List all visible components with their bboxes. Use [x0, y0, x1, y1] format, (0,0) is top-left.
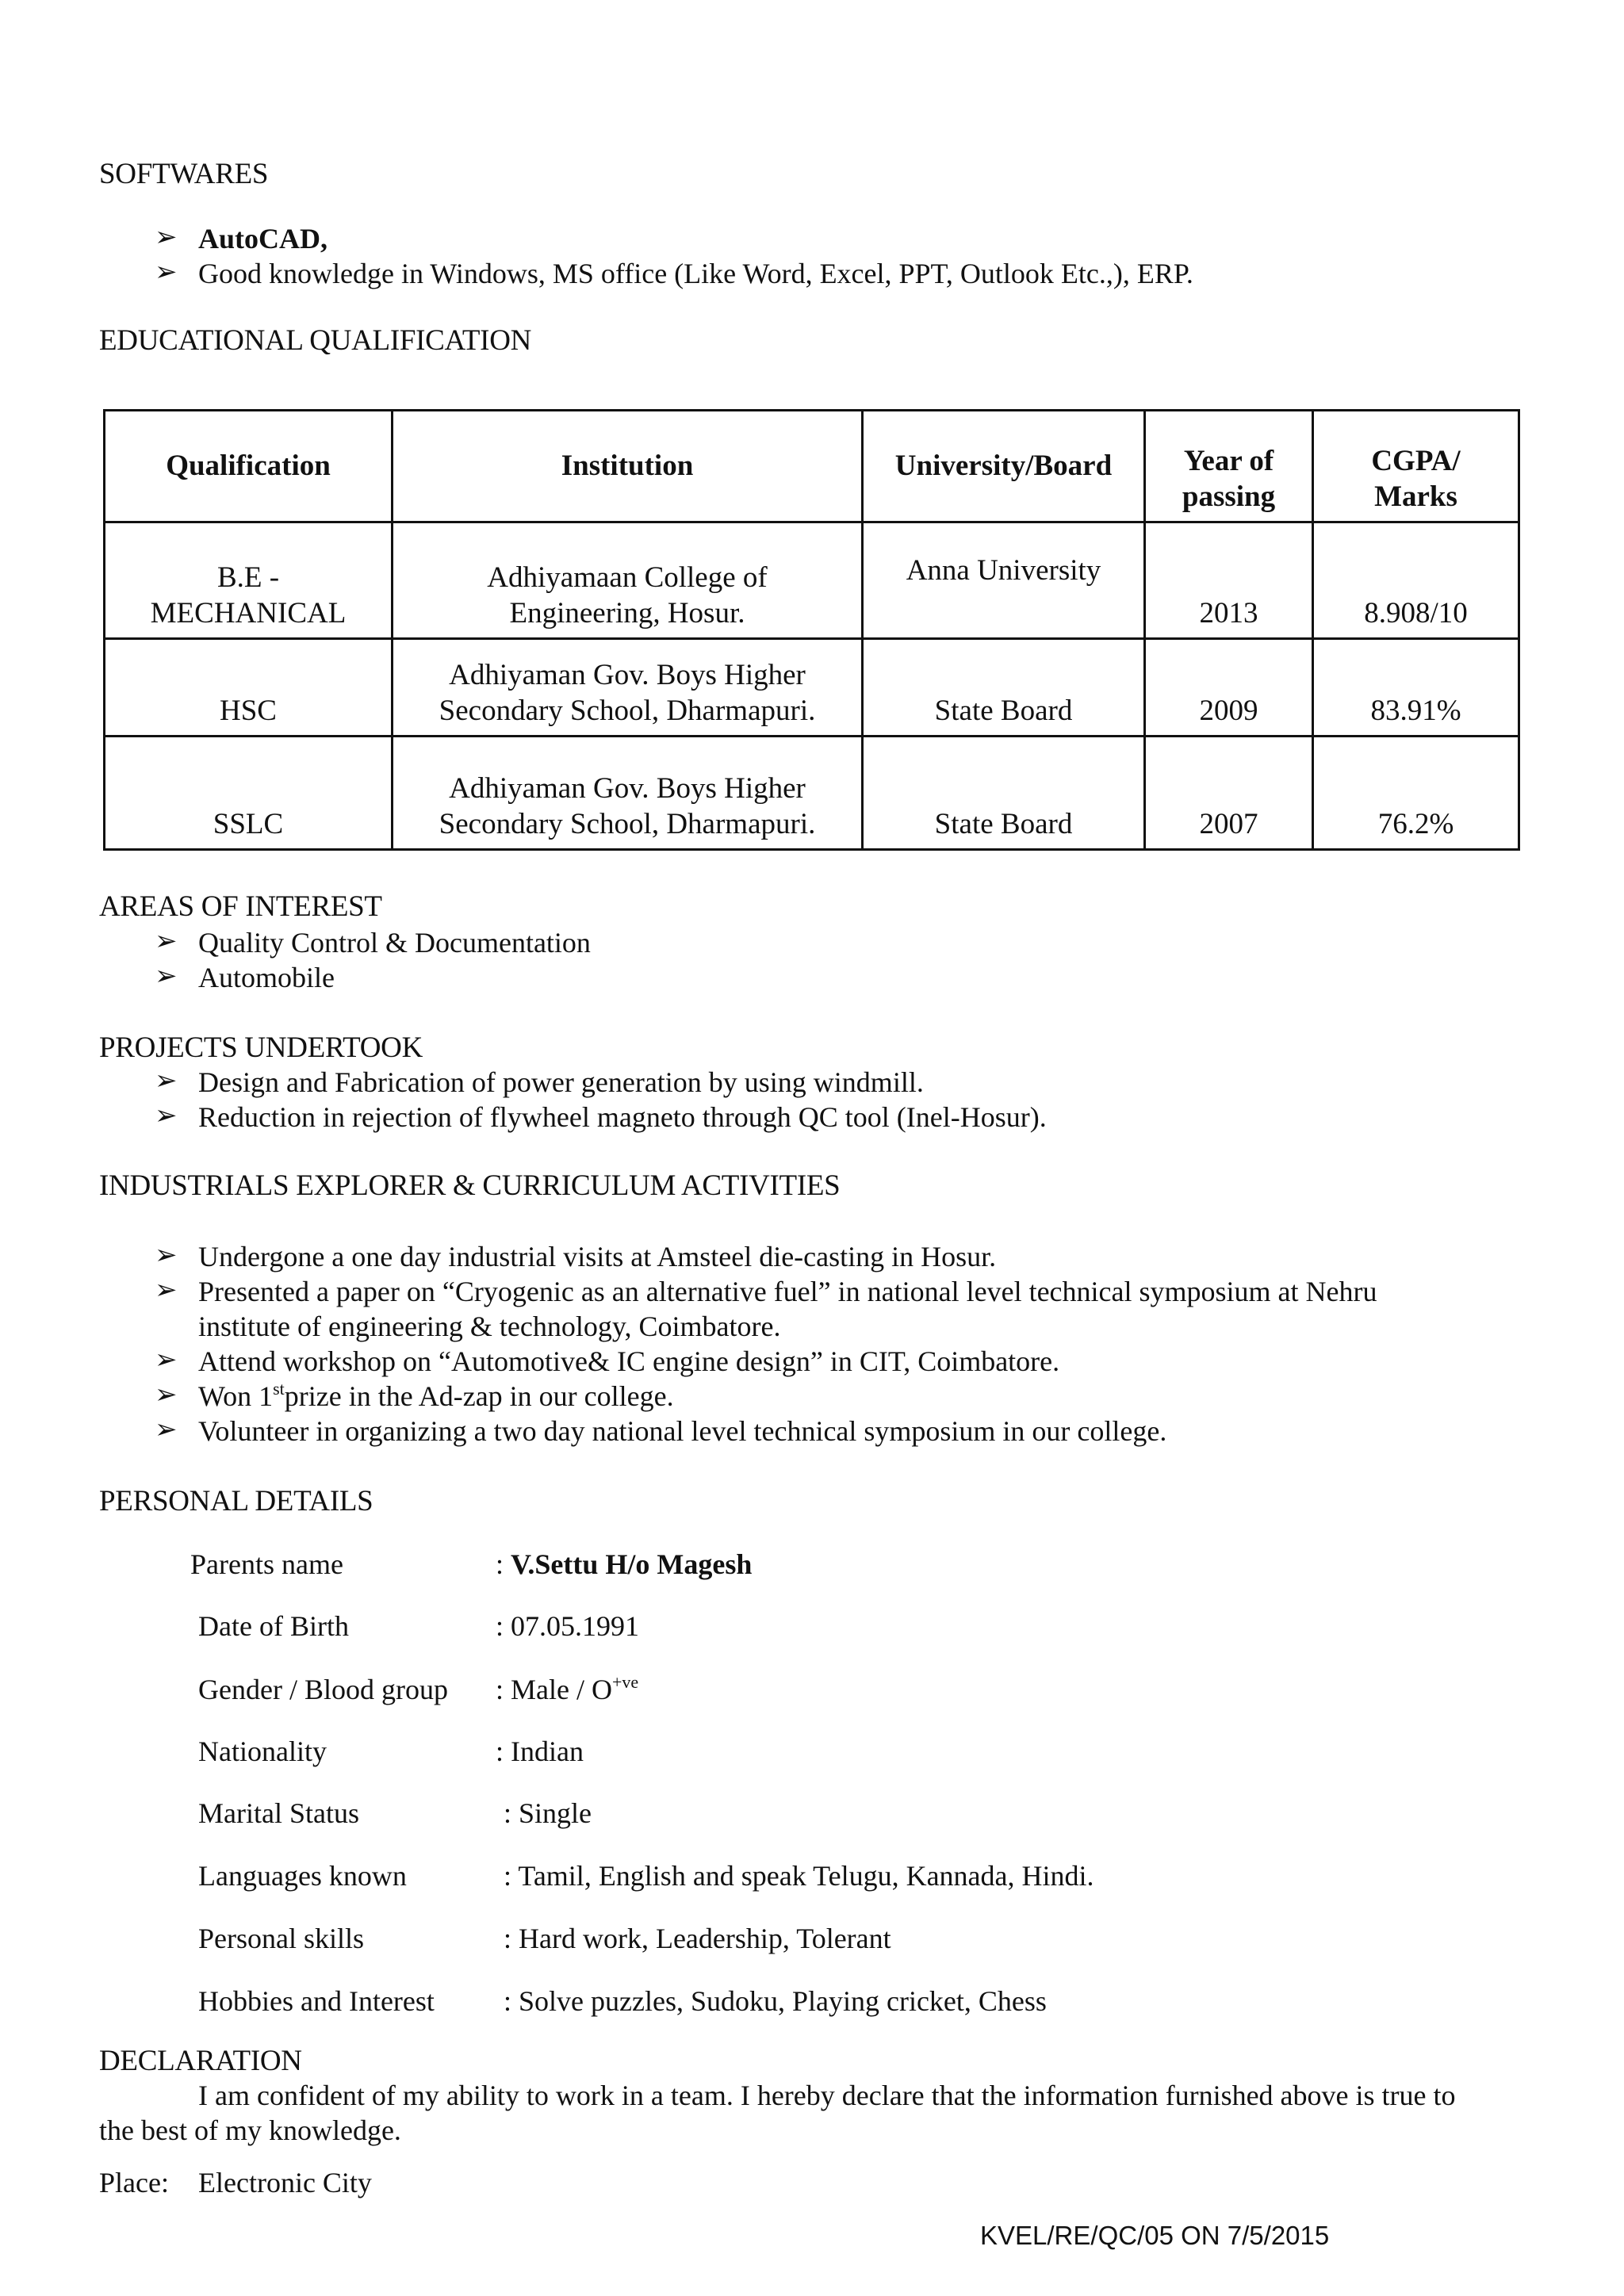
arrow-bullet-icon: ➢	[155, 1276, 178, 1305]
education-table	[103, 409, 1520, 851]
skills-label: Personal skills	[198, 1923, 365, 1954]
arrow-bullet-icon: ➢	[155, 1241, 178, 1270]
cell-year: 2009	[1145, 639, 1313, 737]
table-row	[105, 639, 1519, 737]
document-code: KVEL/RE/QC/05 ON 7/5/2015	[980, 2221, 1330, 2250]
hobbies-value: : Solve puzzles, Sudoku, Playing cricket, Chess	[504, 1985, 1047, 2017]
marital-value: : Single	[504, 1797, 592, 1829]
declaration-line-2: the best of my knowledge.	[99, 2114, 401, 2146]
cell-qualification: SSLC	[105, 737, 393, 850]
section-heading-declaration: DECLARATION	[99, 2045, 302, 2077]
cell-marks: 76.2%	[1313, 737, 1519, 850]
languages-label: Languages known	[198, 1860, 407, 1892]
languages-value: : Tamil, English and speak Telugu, Kannada, Hindi.	[504, 1860, 1094, 1892]
col-header-year: Year of passing	[1145, 411, 1313, 522]
gender-value: : Male / $O^{+ve}$	[496, 1672, 639, 1705]
section-heading-softwares: SOFTWARES	[99, 158, 269, 190]
marital-label: Marital Status	[198, 1797, 359, 1829]
cell-board: State Board	[863, 639, 1145, 737]
hobbies-label: Hobbies and Interest	[198, 1985, 435, 2017]
cell-marks: 83.91%	[1313, 639, 1519, 737]
declaration-line-1: I am confident of my ability to work in a team. I hereby declare that the information furnished above is true to	[198, 2080, 1456, 2111]
table-row	[105, 522, 1519, 639]
table-header-row	[105, 411, 1519, 522]
cell-board: State Board	[863, 737, 1145, 850]
cell-year: 2013	[1145, 522, 1313, 639]
arrow-bullet-icon: ➢	[155, 1066, 178, 1096]
col-header-marks: CGPA/ Marks	[1313, 411, 1519, 522]
arrow-bullet-icon: ➢	[155, 258, 178, 287]
col-header-qualification: Qualification	[105, 411, 393, 522]
nationality-label: Nationality	[198, 1735, 327, 1767]
section-heading-activities: INDUSTRIALS EXPLORER & CURRICULUM ACTIVITIES	[99, 1169, 841, 1202]
section-heading-personal: PERSONAL DETAILS	[99, 1485, 373, 1517]
software-knowledge: Good knowledge in Windows, MS office (Like Word, Excel, PPT, Outlook Etc.,), ERP.	[198, 258, 1193, 289]
table-row	[105, 737, 1519, 850]
list-item-continuation: institute of engineering & technology, Coimbatore.	[198, 1311, 781, 1342]
cell-board: Anna University	[863, 522, 1145, 639]
cell-qualification: HSC	[105, 639, 393, 737]
section-heading-education: EDUCATIONAL QUALIFICATION	[99, 324, 532, 357]
arrow-bullet-icon: ➢	[155, 223, 178, 252]
dob-value: : 07.05.1991	[496, 1610, 640, 1642]
skills-value: : Hard work, Leadership, Tolerant	[504, 1923, 891, 1954]
arrow-bullet-icon: ➢	[155, 1101, 178, 1131]
arrow-bullet-icon: ➢	[155, 962, 178, 991]
parents-value: : V.Settu H/o Magesh	[496, 1548, 753, 1580]
cell-institution: Adhiyaman Gov. Boys Higher Secondary School, Dharmapuri.	[393, 737, 863, 850]
cell-institution: Adhiyaman Gov. Boys Higher Secondary School, Dharmapuri.	[393, 639, 863, 737]
software-autocad: AutoCAD,	[198, 223, 328, 254]
arrow-bullet-icon: ➢	[155, 1415, 178, 1445]
dob-label: Date of Birth	[198, 1610, 349, 1642]
arrow-bullet-icon: ➢	[155, 927, 178, 956]
nationality-value: : Indian	[496, 1735, 584, 1767]
cell-marks: 8.908/10	[1313, 522, 1519, 639]
cell-qualification: B.E - MECHANICAL	[105, 522, 393, 639]
arrow-bullet-icon: ➢	[155, 1345, 178, 1375]
place-value: Electronic City	[198, 2167, 372, 2198]
col-header-institution: Institution	[393, 411, 863, 522]
col-header-board: University/Board	[863, 411, 1145, 522]
gender-label: Gender / Blood group	[198, 1674, 448, 1705]
place-label: Place:	[99, 2167, 169, 2198]
cell-year: 2007	[1145, 737, 1313, 850]
arrow-bullet-icon: ➢	[155, 1380, 178, 1410]
parents-label: Parents name	[190, 1548, 343, 1580]
cell-institution: Adhiyamaan College of Engineering, Hosur.	[393, 522, 863, 639]
section-heading-interests: AREAS OF INTEREST	[99, 890, 382, 923]
section-heading-projects: PROJECTS UNDERTOOK	[99, 1031, 423, 1064]
